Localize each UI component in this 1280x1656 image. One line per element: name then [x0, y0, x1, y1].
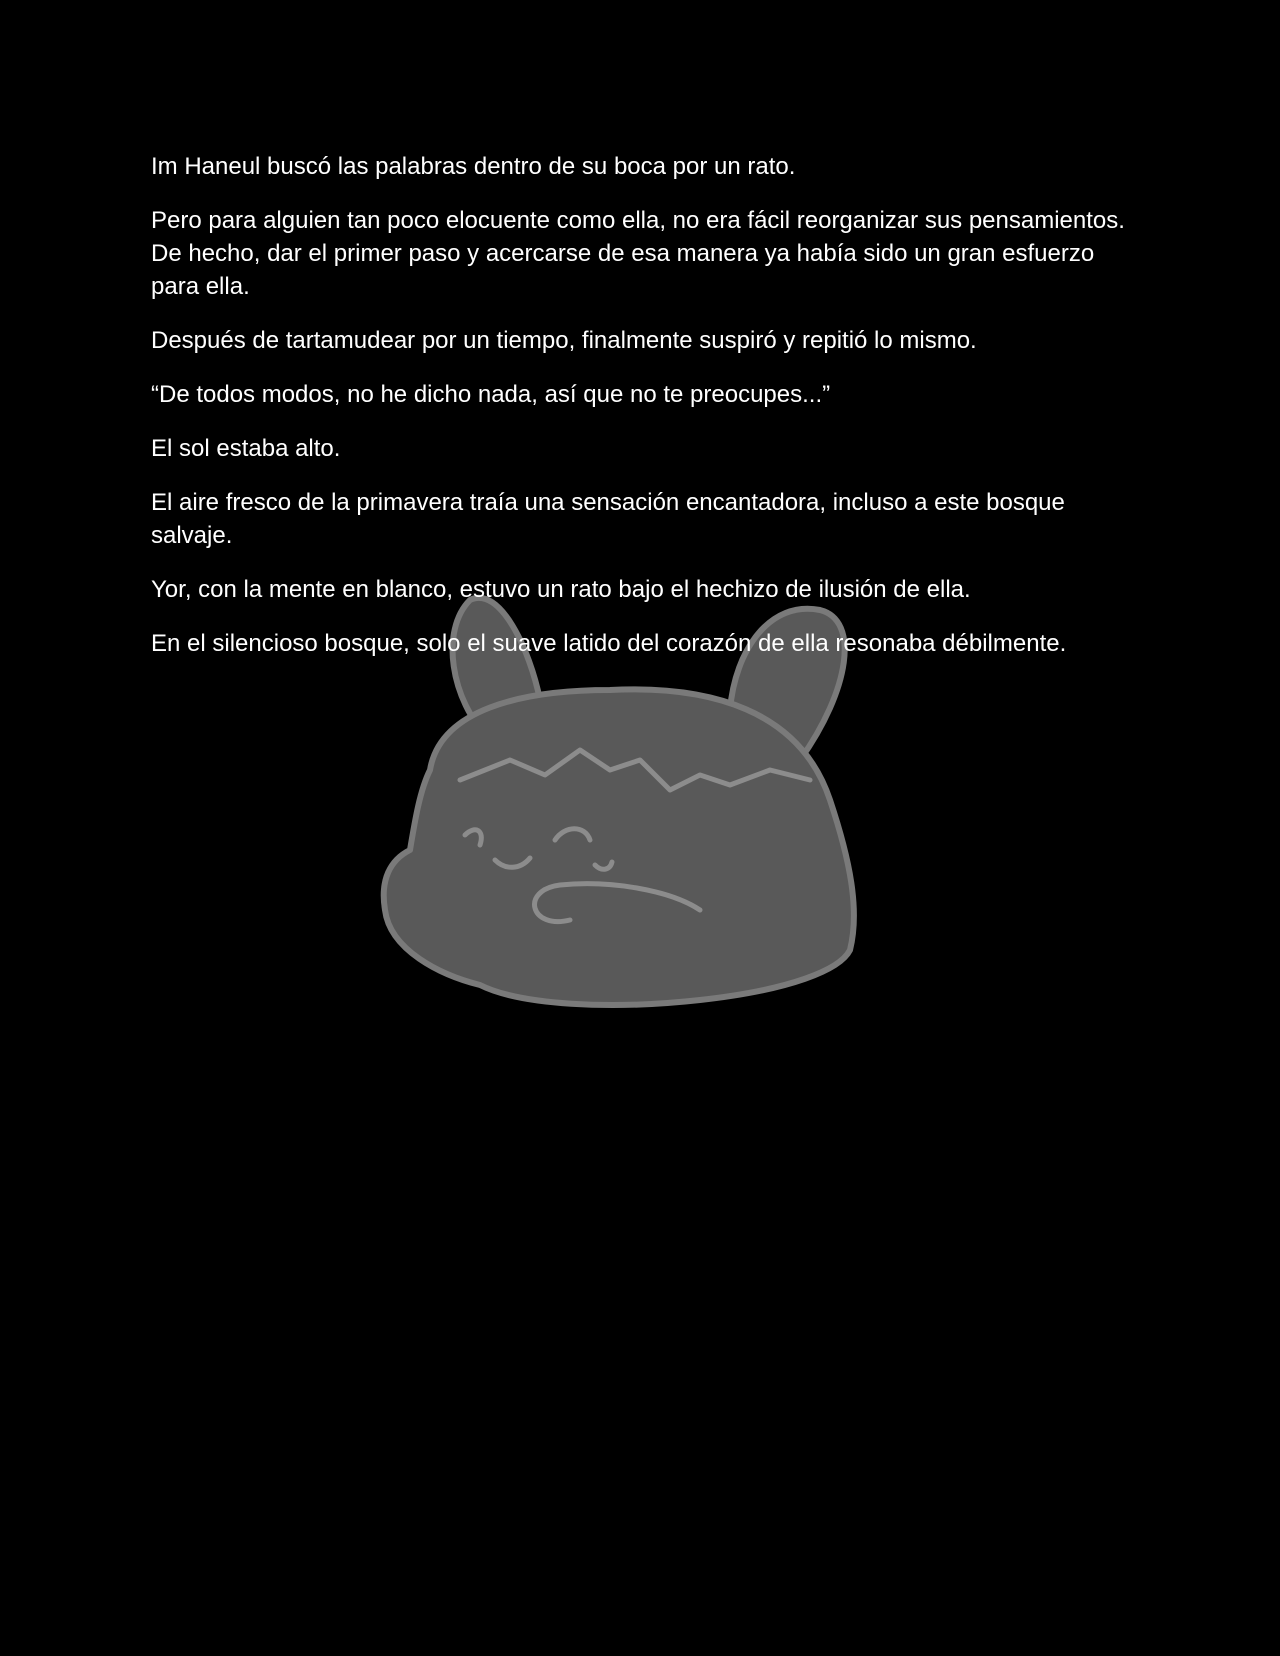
paragraph-7: Yor, con la mente en blanco, estuvo un rato bajo el hechizo de ilusión de ella.: [151, 576, 971, 603]
paragraph-2: Pero para alguien tan poco elocuente como ella, no era fácil reorganizar sus pensamientos. De hecho, dar el primer paso y acercarse de esa manera ya había sido un gran esfuerzo para ella.: [151, 207, 1125, 300]
paragraph-8: En el silencioso bosque, solo el suave latido del corazón de ella resonaba débilmente.: [151, 630, 1067, 657]
paragraph-3: Después de tartamudear por un tiempo, finalmente suspiró y repitió lo mismo.: [151, 327, 977, 354]
paragraph-5: El sol estaba alto.: [151, 435, 341, 462]
paragraph-1: Im Haneul buscó las palabras dentro de su boca por un rato.: [151, 153, 796, 180]
paragraph-6: El aire fresco de la primavera traía una sensación encantadora, incluso a este bosque salvaje.: [151, 489, 1065, 549]
paragraph-4: “De todos modos, no he dicho nada, así que no te preocupes...”: [151, 381, 831, 408]
story-text: [151, 150, 1131, 681]
